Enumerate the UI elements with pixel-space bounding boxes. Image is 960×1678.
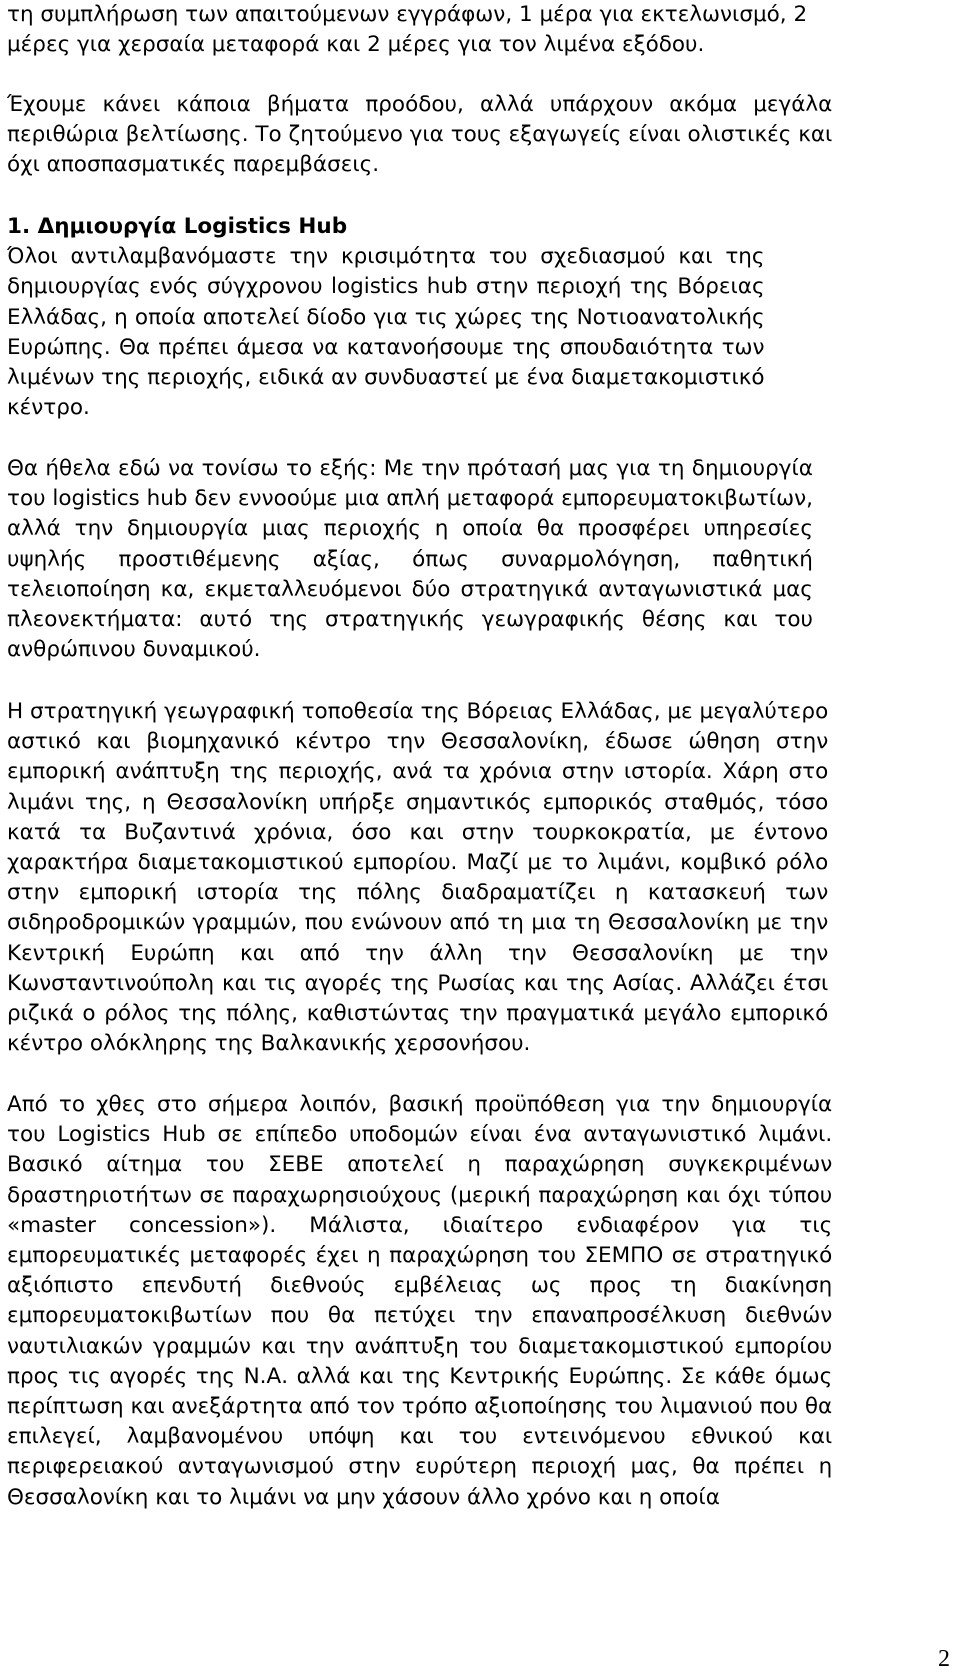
text-line: πλεονεκτήματα: αυτό της στρατηγικής γεωγραφικής θέσης και του	[7, 607, 813, 633]
text-line: λιμάνι της, η Θεσσαλονίκη υπήρξε σημαντικός εμπορικός σταθμός, τόσο	[7, 789, 829, 815]
text-line: μέρες για χερσαία μεταφορά και 2 μέρες για τον λιμένα εξόδου.	[7, 32, 705, 58]
paragraph-3	[7, 242, 765, 423]
page-number: 2	[938, 1646, 950, 1672]
text-line: περιθώρια βελτίωσης. Το ζητούμενο για τους εξαγωγείς είναι ολιστικές και	[7, 122, 833, 148]
text-line: ναυτιλιακών γραμμών και την ανάπτυξη του διαμετακομιστικού εμπορίου	[7, 1333, 833, 1359]
text-line: όχι αποσπασματικές παρεμβάσεις.	[7, 152, 380, 178]
text-line: αστικό και βιομηχανικό κέντρο την Θεσσαλονίκη, έδωσε ώθηση στην	[7, 729, 829, 755]
text-line: εμπορευματικές μεταφορές έχει η παραχώρηση του ΣΕΜΠΟ σε στρατηγικό	[7, 1243, 833, 1269]
text-line: του Logistics Hub σε επίπεδο υποδομών είναι ένα ανταγωνιστικό λιμάνι.	[7, 1122, 833, 1148]
text-line: κέντρο.	[7, 395, 90, 421]
text-line: αξιόπιστο επενδυτή διεθνούς εμβέλειας ως προς τη διακίνηση	[7, 1273, 833, 1299]
text-line: Όλοι αντιλαμβανόμαστε την κρισιμότητα του σχεδιασμού και της	[7, 244, 765, 270]
text-line: χαρακτήρα διαμετακομιστικού εμπορίου. Μαζί με το λιμάνι, κομβικό ρόλο	[7, 850, 829, 876]
section-heading: 1. Δημιουργία Logistics Hub	[7, 214, 348, 239]
text-line: Ελλάδας, η οποία αποτελεί δίοδο για τις χώρες της Νοτιοανατολικής	[7, 304, 765, 330]
text-line: λιμένων της περιοχής, ειδικά αν συνδυαστεί με ένα διαμετακομιστικό	[7, 365, 765, 391]
text-line: περιφερειακού ανταγωνισμού στην ευρύτερη περιοχή μας, θα πρέπει η	[7, 1454, 833, 1480]
paragraph-5	[7, 697, 828, 1059]
paragraph-1	[7, 0, 807, 60]
text-line: δραστηριοτήτων σε παραχωρησιούχους (μερική παραχώρηση και όχι τύπου	[7, 1182, 833, 1208]
text-line: κατά τα Βυζαντινά χρόνια, όσο και στην τουρκοκρατία, με έντονο	[7, 819, 829, 845]
text-line: Κωνσταντινούπολη και τις αγορές της Ρωσίας και της Ασίας. Αλλάζει έτσι	[7, 970, 829, 996]
text-line: αλλά την δημιουργία μιας περιοχής η οποία θα προσφέρει υπηρεσίες	[7, 516, 813, 542]
paragraph-4	[7, 454, 813, 665]
text-line: στην εμπορική ιστορία της πόλης διαδραματίζει η κατασκευή των	[7, 880, 829, 906]
text-line: ριζικά ο ρόλος της πόλης, καθιστώντας την πραγματικά μεγάλο εμπορικό	[7, 1001, 829, 1027]
text-line: Η στρατηγική γεωγραφική τοποθεσία της Βόρειας Ελλάδας, με μεγαλύτερο	[7, 699, 829, 724]
text-line: εμπορική ανάπτυξη της περιοχής, ανά τα χρόνια στην ιστορία. Χάρη στο	[7, 759, 829, 785]
text-line: Ευρώπης. Θα πρέπει άμεσα να κατανοήσουμε της σπουδαιότητα των	[7, 334, 765, 360]
text-line: Θα ήθελα εδώ να τονίσω το εξής: Με την πρότασή μας για τη δημιουργία	[7, 456, 813, 481]
text-line: επιλεγεί, λαμβανομένου υπόψη και του εντεινόμενου εθνικού και	[7, 1424, 833, 1450]
text-line: τη συμπλήρωση των απαιτούμενων εγγράφων, 1 μέρα για εκτελωνισμό, 2	[7, 2, 808, 27]
text-line: Βασικό αίτημα του ΣΕΒΕ αποτελεί η παραχώρηση συγκεκριμένων	[7, 1152, 833, 1178]
paragraph-6	[7, 1090, 832, 1513]
text-line: του logistics hub δεν εννοούμε μια απλή μεταφορά εμπορευματοκιβωτίων,	[7, 486, 813, 512]
text-line: κέντρο ολόκληρης της Βαλκανικής χερσονήσου.	[7, 1031, 531, 1057]
text-line: τελειοποίηση κα, εκμεταλλευόμενοι δύο στρατηγικά ανταγωνιστικά μας	[7, 576, 813, 602]
text-line: περίπτωση και ανεξάρτητα από τον τρόπο αξιοποίησης του λιμανιού που θα	[7, 1394, 833, 1420]
text-line: «master concession»). Μάλιστα, ιδιαίτερο ενδιαφέρον για τις	[7, 1212, 833, 1238]
text-line: ανθρώπινου δυναμικού.	[7, 637, 261, 663]
text-line: εμπορευματοκιβωτίων που θα πετύχει την επαναπροσέλκυση διεθνών	[7, 1303, 833, 1329]
section-1	[7, 212, 765, 423]
paragraph-2	[7, 90, 832, 181]
text-line: Έχουμε κάνει κάποια βήματα προόδου, αλλά υπάρχουν ακόμα μεγάλα	[7, 92, 833, 117]
text-line: Θεσσαλονίκη και το λιμάνι να μην χάσουν άλλο χρόνο και η οποία	[7, 1484, 720, 1510]
text-line: δημιουργίας ενός σύγχρονου logistics hub στην περιοχή της Βόρειας	[7, 274, 765, 300]
text-line: προς τις αγορές της Ν.Α. αλλά και της Κεντρικής Ευρώπης. Σε κάθε όμως	[7, 1363, 833, 1389]
text-line: σιδηροδρομικών γραμμών, που ενώνουν από τη μια τη Θεσσαλονίκη με την	[7, 910, 829, 936]
text-line: υψηλής προστιθέμενης αξίας, όπως συναρμολόγηση, παθητική	[7, 546, 813, 572]
text-line: Κεντρική Ευρώπη και από την άλλη την Θεσσαλονίκη με την	[7, 940, 829, 966]
text-line: Από το χθες στο σήμερα λοιπόν, βασική προϋπόθεση για την δημιουργία	[7, 1092, 833, 1117]
